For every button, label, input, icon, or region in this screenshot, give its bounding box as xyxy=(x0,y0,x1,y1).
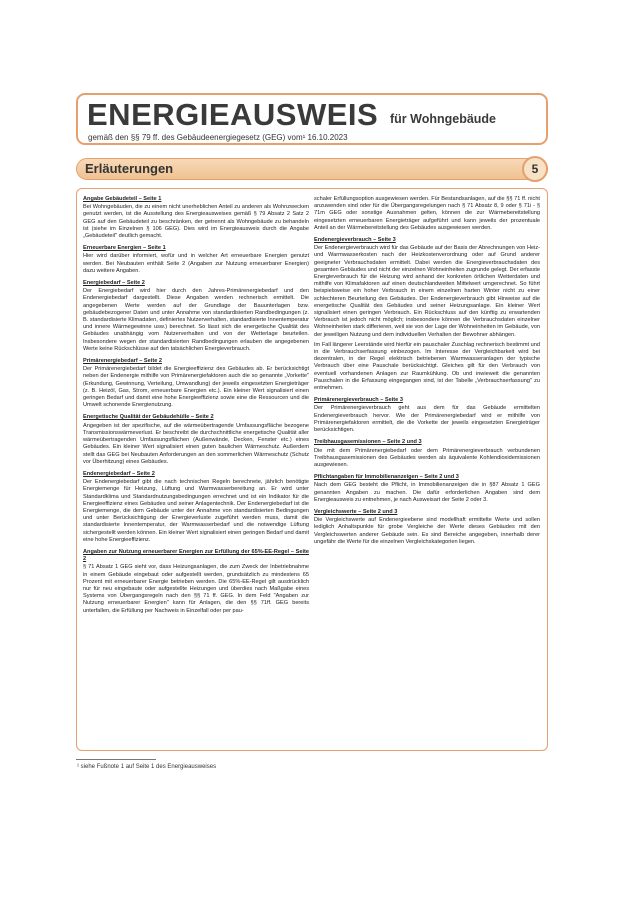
section-heading: Primärenergieverbrauch – Seite 3 xyxy=(314,397,403,404)
section-header xyxy=(76,158,548,180)
explanation-section xyxy=(83,358,309,409)
paragraph: Der Energiebedarf wird hier durch den Jahres-Primärenergiebedarf und den Endenergiebedarf dargestellt. Diese Angaben werden rechnerisch ermittelt. Die angegebenen Werte werden auf der Grundlage der Bauunterlagen bzw. gebäudebezogener Daten und unter Annahme von standardisierten Randbedingungen (z. B. standardisierte Klimadaten, definiertes Nutzerverhalten, standardisierte Innentemperatur und innere Wärmegewinne usw.) berechnet. So lässt sich die energetische Qualität des Gebäudes unabhängig vom Nutzerverhalten und von der Wetterlage beurteilen. Insbesondere wegen der standardisierten Randbedingungen erlauben die angegebenen Werte keine Rückschlüsse auf den tatsächlichen Energieverbrauch. xyxy=(83,288,309,352)
header-box xyxy=(76,93,548,145)
paragraph: § 71 Absatz 1 GEG sieht vor, dass Heizungsanlagen, die zum Zweck der Inbetriebnahme in einem Gebäude eingebaut oder aufgestellt werden, grundsätzlich zu mindestens 65 Prozent mit erneuerbarer Energie betrieben werden. Die 65%-EE-Regel gilt ausdrücklich nur für neu eingebaute oder aufgestellte Heizungen und überdies nach Maßgabe eines Systems von Übergangsregeln nach den §§ 71 ff. GEG. In dem Feld "Angaben zur Nutzung erneuerbarer Energien" kann für Anlagen, die den §§ 71ff. GEG bereits unterfallen, die Erfüllung per Nachweis in Einzelfall oder per pau- xyxy=(83,564,309,614)
explanation-section xyxy=(83,196,309,240)
section-heading: Angabe Gebäudeteil – Seite 1 xyxy=(83,196,162,202)
paragraph: Hier wird darüber informiert, wofür und in welcher Art erneuerbare Energien genutzt werden. Bei Neubauten enthält Seite 2 (Angaben zur Nutzung erneuerbarer Energien) dazu weitere Angaben. xyxy=(83,253,309,274)
document-subtitle: für Wohngebäude xyxy=(390,112,497,126)
explanation-section xyxy=(314,397,540,434)
paragraph: Der Endenergiebedarf gibt die nach technischen Regeln berechnete, jährlich benötigte Energiemenge für Heizung, Lüftung und Warmwasserbereitung an. Er wird unter Standardklima und Standardnutzungsbedingungen errechnet und ist ein Indikator für die Energieeffizienz eines Gebäudes und seiner Anlagentechnik. Der Endenergiebedarf ist die Energiemenge, die dem Gebäude unter der Annahme von standardisierten Bedingungen und unter Berücksichtigung der Energieverluste zugeführt werden muss, damit die standardisierte Innentemperatur, der Warmwasserbedarf und die notwendige Lüftung sichergestellt werden können. Ein kleiner Wert signalisiert einen geringen Bedarf und damit eine hohe Energieeffizienz. xyxy=(83,479,309,543)
explanation-section xyxy=(314,196,540,232)
paragraph: Bei Wohngebäuden, die zu einem nicht unerheblichen Anteil zu anderen als Wohnzwecken genutzt werden, ist die Ausstellung des Energieausweises gemäß § 79 Absatz 2 Satz 2 GEG auf den Gebäudeteil zu beschränken, der getrennt als Wohngebäude zu behandeln ist (siehe im Einzelnen § 106 GEG). Dies wird im Energieausweis durch die Angabe „Gebäudeteil" deutlich gemacht. xyxy=(83,204,309,240)
section-body xyxy=(83,288,309,353)
section-heading: Erneuerbare Energien – Seite 1 xyxy=(83,245,166,252)
section-body xyxy=(83,204,309,240)
section-body xyxy=(314,196,540,232)
section-body xyxy=(83,423,309,466)
paragraph: Der Endenergieverbrauch wird für das Gebäude auf der Basis der Abrechnungen von Heiz- und Warmwasserkosten nach der Heizkostenverordnung oder auf Grund anderer geeigneter Verbrauchsdaten ermittelt. Dabei werden die Energieverbrauchsdaten des gesamten Gebäudes und nicht der einzelnen Wohneinheiten zugrunde gelegt. Der erfasste Energieverbrauch für die Heizung wird anhand der konkreten örtlichen Wetterdaten und mithilfe von Klimafaktoren auf einen deutschlandweiten Mittelwert umgerechnet. So führt beispielsweise ein hoher Verbrauch in einem einzelnen harten Winter nicht zu einer schlechteren Beurteilung des Gebäudes. Der Endenergieverbrauch gibt Hinweise auf die energetische Qualität des Gebäudes und seiner Heizungsanlage. Ein kleiner Wert signalisiert einen geringen Verbrauch. Ein Rückschluss auf den künftig zu erwartenden Verbrauch ist jedoch nicht möglich; insbesondere können die Verbrauchsdaten einzelner Wohneinheiten stark differieren, weil sie von der Lage der Wohneinheiten im Gebäude, von der jeweiligen Nutzung und dem individuellen Verhalten der Bewohner abhängen. xyxy=(314,245,540,338)
paragraph: Die Vergleichswerte auf Endenergieebene sind modellhaft ermittelte Werte und sollen lediglich Anhaltspunkte für grobe Vergleiche der Werte dieses Gebäudes mit den Vergleichswerten anderer Gebäude sein. Es sind Bereiche angegeben, innerhalb derer ungefähr die Werte für die einzelnen Vergleichskategorien liegen. xyxy=(314,517,540,545)
section-body xyxy=(83,564,309,614)
explanation-section xyxy=(314,509,540,546)
explanation-section xyxy=(314,439,540,469)
section-heading: Energetische Qualität der Gebäudehülle – Seite 2 xyxy=(83,414,214,421)
section-heading: Endenergiebedarf – Seite 2 xyxy=(83,470,155,477)
explanation-section xyxy=(83,245,309,275)
left-column xyxy=(83,196,309,620)
explanation-section xyxy=(83,280,309,353)
paragraph: Der Primärenergiebedarf bildet die Energieeffizienz des Gebäudes ab. Er berücksichtigt neben der Endenergie mithilfe von Primärenergiefaktoren auch die so genannte „Vorkette" (Erkundung, Gewinnung, Verteilung, Umwandlung) der jeweils eingesetzten Energieträger (z. B. Heizöl, Gas, Strom, erneuerbare Energien etc.). Ein kleiner Wert signalisiert einen geringen Bedarf und damit eine hohe Energieeffizienz sowie eine die Ressourcen und die Umwelt schonende Energienutzung. xyxy=(83,366,309,409)
explanation-section xyxy=(83,549,309,615)
section-title: Erläuterungen xyxy=(85,161,174,176)
section-heading: Angaben zur Nutzung erneuerbarer Energien zur Erfüllung der 65%-EE-Regel – Seite 2 xyxy=(83,548,309,563)
paragraph: schaler Erfüllungsoption ausgewiesen werden. Für Bestandsanlagen, auf die §§ 71 ff. nicht anzuwenden sind oder für die Übergangsregelungen nach § 71 Absatz 8, 9 oder § 71i - § 71m GEG oder sonstige Ausnahmen gelten, können die zur Wärmebereitstellung eingesetzten erneuerbaren Energieträger aufgeführt und kann jeweils der prozentuale Anteil an der Wärmebereitstellung des Gebäudes ausgewiesen werden. xyxy=(314,196,540,231)
paragraph: Nach dem GEG besteht die Pflicht, in Immobilienanzeigen die in §87 Absatz 1 GEG genannten Angaben zu machen. Die dafür erforderlichen Angaben sind dem Energieausweis zu entnehmen, je nach Ausweisart der Seite 2 oder 3. xyxy=(314,482,540,503)
section-heading: Energiebedarf – Seite 2 xyxy=(83,280,145,287)
section-body xyxy=(314,482,540,504)
page-number-badge: 5 xyxy=(522,156,548,182)
explanation-section xyxy=(314,474,540,504)
explanation-section xyxy=(314,237,540,392)
section-body xyxy=(83,253,309,275)
right-column xyxy=(314,196,540,551)
section-body xyxy=(83,479,309,544)
section-body xyxy=(314,517,540,546)
footnote: ¹ siehe Fußnote 1 auf Seite 1 des Energieausweises xyxy=(77,764,217,770)
section-body xyxy=(314,405,540,434)
section-heading: Pflichtangaben für Immobilienanzeigen – Seite 2 und 3 xyxy=(314,474,459,481)
section-body xyxy=(314,245,540,392)
section-body xyxy=(314,448,540,470)
section-heading: Primärenergiebedarf – Seite 2 xyxy=(83,358,162,365)
section-heading: Vergleichswerte – Seite 2 und 3 xyxy=(314,508,398,515)
explanation-section xyxy=(83,414,309,465)
document-title: ENERGIEAUSWEIS xyxy=(87,97,379,132)
paragraph: Der Primärenergieverbrauch geht aus dem für das Gebäude ermittelten Endenergieverbrauch hervor. Wie der Primärenergiebedarf wird er mithilfe von Primärenergiefaktoren ermittelt, die die Vorkette der jeweils eingesetzten Energieträger berücksichtigen. xyxy=(314,405,540,434)
section-body xyxy=(83,366,309,409)
explanation-section xyxy=(83,471,309,544)
section-heading: Endenergieverbrauch – Seite 3 xyxy=(314,237,396,244)
legal-basis: gemäß den §§ 79 ff. des Gebäudeenergiegesetz (GEG) vom¹ 16.10.2023 xyxy=(88,133,348,142)
paragraph: Im Fall längerer Leerstände wird hierfür ein pauschaler Zuschlag rechnerisch bestimmt und in die Verbrauchserfassung einbezogen. Im Interesse der Vergleichbarkeit wird bei dezentralen, in der Regel elektrisch betriebenen Warmwasseranlagen der typische Verbrauch über eine Pauschale berücksichtigt. Gleiches gilt für den Verbrauch von eventuell vorhandenen Anlagen zur Raumkühlung. Ob und inwieweit die genannten Pauschalen in die Erfassung eingegangen sind, ist der Tabelle „Verbrauchserfassung" zu entnehmen. xyxy=(314,341,540,392)
paragraph: Angegeben ist der spezifische, auf die wärmeübertragende Umfassungsfläche bezogene Transmissionswärmeverlust. Er beschreibt die durchschnittliche energetische Qualität aller wärmeübertragenden Umfassungsflächen (Außenwände, Decken, Fenster etc.) eines Gebäudes. Ein kleiner Wert signalisiert einen guten baulichen Wärmeschutz. Außerdem stellt das GEG bei Neubauten Anforderungen an den sommerlichen Wärmeschutz (Schutz vor Überhitzung) eines Gebäudes. xyxy=(83,422,309,465)
footnote-divider xyxy=(76,759,156,760)
section-heading: Treibhausgasemissionen – Seite 2 und 3 xyxy=(314,439,422,446)
paragraph: Die mit dem Primärenergiebedarf oder dem Primärenergieverbrauch verbundenen Treibhausgasemissionen des Gebäudes werden als äquivalente Kohlendioxidemissionen ausgewiesen. xyxy=(314,447,540,468)
